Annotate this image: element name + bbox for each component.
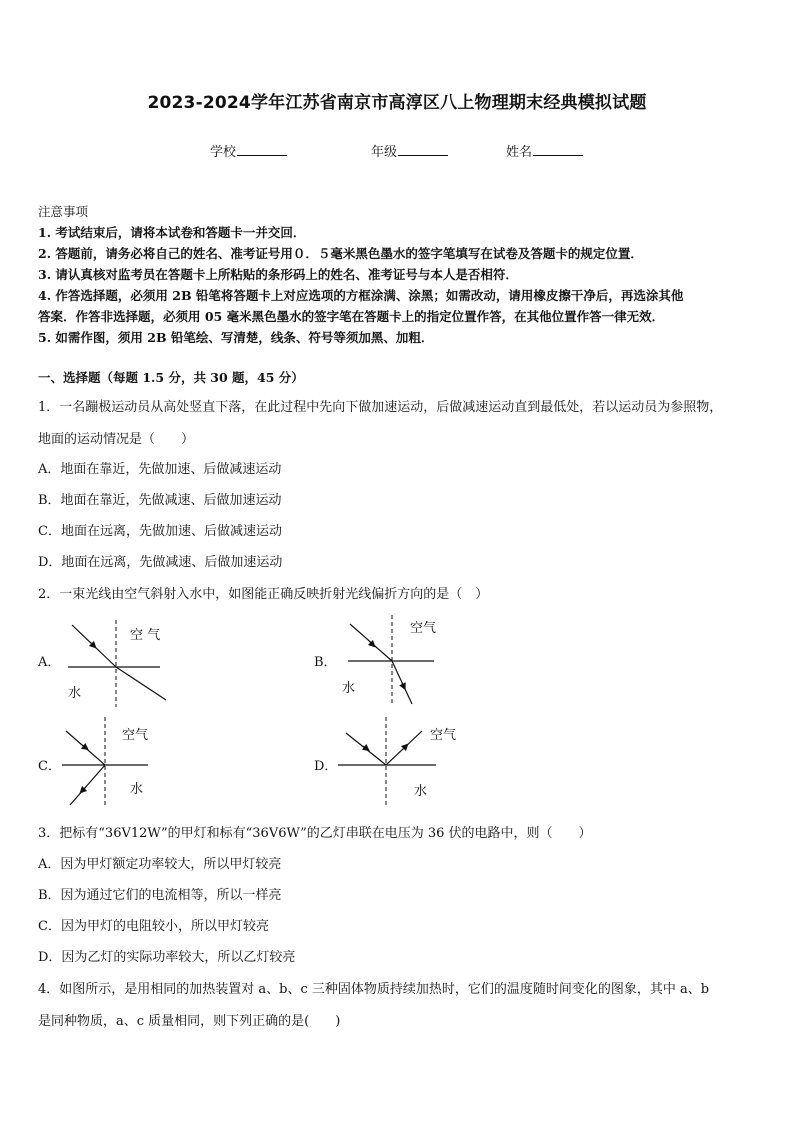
water-label: 水 <box>68 686 82 701</box>
notice-line: 5. 如需作图，须用 2B 铅笔绘、写清楚，线条、符号等须加黑、加粗． <box>38 330 434 345</box>
section-heading: 一、选择题（每题 1.5 分，共 30 题，45 分） <box>38 370 304 385</box>
q3-stem: 3．把标有“36V12W”的甲灯和标有“36V6W”的乙灯串联在电压为 36 伏的电路中，则（ ） <box>38 826 592 841</box>
school-blank[interactable] <box>237 143 287 156</box>
notice-line: 1. 考试结束后，请将本试卷和答题卡一并交回． <box>38 225 306 240</box>
air-label: 空 气 <box>130 628 161 643</box>
q1-option-a[interactable]: A．地面在靠近，先做加速、后做减速运动 <box>38 462 282 477</box>
grade-blank[interactable] <box>398 143 448 156</box>
notice-heading: 注意事项 <box>38 204 89 219</box>
water-label: 水 <box>414 784 428 799</box>
q2-option-c[interactable]: C． <box>38 759 61 774</box>
q2-option-b[interactable]: B． <box>314 655 337 670</box>
q2-figure-c <box>60 715 170 810</box>
air-label: 空气 <box>430 728 457 743</box>
school-label: 学校 <box>210 145 237 160</box>
q3-option-b[interactable]: B．因为通过它们的电流相等，所以一样亮 <box>38 888 282 903</box>
q2-option-a[interactable]: A． <box>38 655 61 670</box>
q2-stem: 2．一束光线由空气斜射入水中，如图能正确反映折射光线偏折方向的是（ ） <box>38 587 489 602</box>
q3-option-a[interactable]: A．因为甲灯额定功率较大，所以甲灯较亮 <box>38 857 282 872</box>
q3-option-d[interactable]: D．因为乙灯的实际功率较大，所以乙灯较亮 <box>38 950 296 965</box>
air-label: 空气 <box>410 621 437 636</box>
q1-option-b[interactable]: B．地面在靠近，先做减速、后做加速运动 <box>38 493 282 508</box>
water-label: 水 <box>342 681 356 696</box>
q1-stem-cont: 地面的运动情况是（ ） <box>38 432 195 447</box>
q4-stem: 4．如图所示，是用相同的加热装置对 a、b、c 三种固体物质持续加热时，它们的温度随时间变化的图象，其中 a、b <box>38 982 710 997</box>
notice-line: 2. 答题前，请务必将自己的姓名、准考证号用０．５毫米黑色墨水的签字笔填写在试卷及答题卡的规定位置． <box>38 246 643 261</box>
q1-option-c[interactable]: C．地面在远离，先做加速、后做减速运动 <box>38 524 282 539</box>
grade-label: 年级 <box>371 145 398 160</box>
name-field <box>506 141 583 160</box>
notice-block <box>38 201 758 348</box>
q1-stem: 1．一名蹦极运动员从高处竖直下落，在此过程中先向下做加速运动，后做减速运动直到最低处，若以运动员为参照物， <box>38 400 723 415</box>
q3-option-c[interactable]: C．因为甲灯的电阻较小，所以甲灯较亮 <box>38 919 269 934</box>
name-blank[interactable] <box>533 143 583 156</box>
page-title: 2023-2024学年江苏省南京市高淳区八上物理期末经典模拟试题 <box>147 93 647 113</box>
q1-option-d[interactable]: D．地面在远离，先做减速、后做加速运动 <box>38 555 283 570</box>
q2-figure-d <box>336 715 461 810</box>
q2-figure-b <box>336 612 451 707</box>
grade-field <box>371 141 448 160</box>
water-label: 水 <box>130 782 144 797</box>
notice-line: 4. 作答选择题，必须用 2B 铅笔将答题卡上对应选项的方框涂满、涂黑；如需改动，请用橡皮擦干净后，再选涂其他 <box>38 288 684 303</box>
notice-line: 答案．作答非选择题，必须用 05 毫米黑色墨水的签字笔在答题卡上的指定位置作答，在其他位置作答一律无效． <box>38 309 665 324</box>
q2-figure-a <box>60 615 180 710</box>
q4-stem-cont: 是同种物质，a、c 质量相同，则下列正确的是( ) <box>38 1014 341 1029</box>
name-label: 姓名 <box>506 145 533 160</box>
air-label: 空气 <box>122 728 149 743</box>
school-field <box>210 141 287 160</box>
notice-line: 3. 请认真核对监考员在答题卡上所粘贴的条形码上的姓名、准考证号与本人是否相符． <box>38 267 518 282</box>
q2-option-d[interactable]: D． <box>314 759 338 774</box>
